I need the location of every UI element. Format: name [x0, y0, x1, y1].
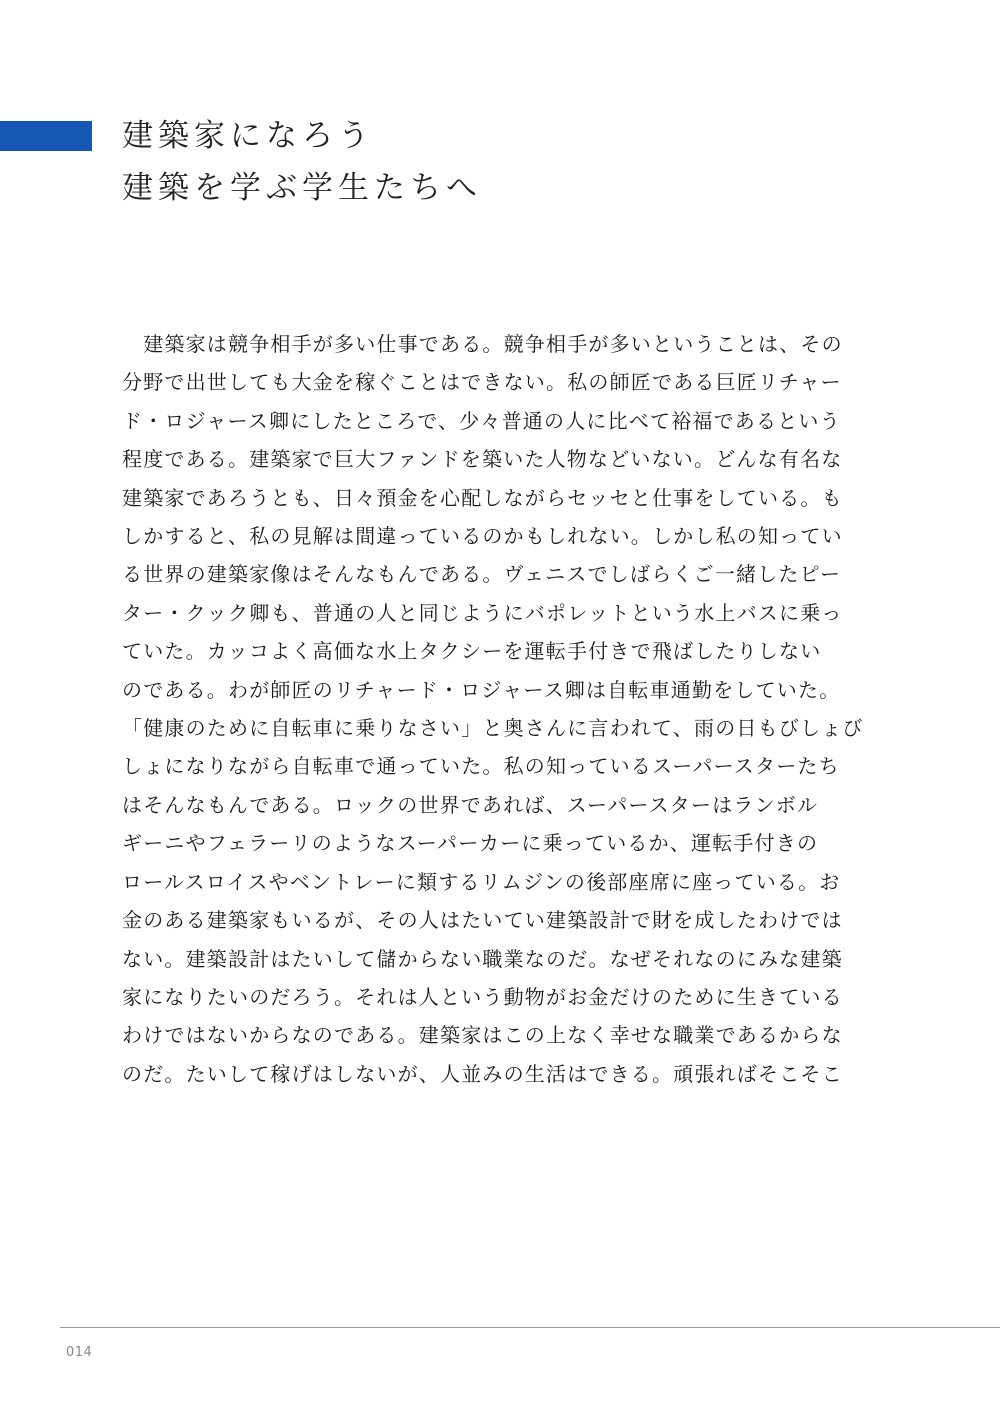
body-line: 家になりたいのだろう。それは人という動物がお金だけのために生きている: [122, 984, 843, 1009]
footer-divider: [60, 1327, 1000, 1328]
page-number: 014: [66, 1345, 93, 1360]
body-line: のだ。たいして稼げはしないが、人並みの生活はできる。頑張ればそこそこ: [122, 1061, 843, 1086]
chapter-title-line-2: 建築を学ぶ学生たちへ: [122, 170, 482, 206]
body-line: しょになりながら自転車で通っていた。私の知っているスーパースターたち: [122, 754, 840, 779]
body-line: 分野で出世しても大金を稼ぐことはできない。私の師匠である巨匠リチャー: [122, 370, 842, 395]
body-line: ていた。カッコよく高価な水上タクシーを運転手付きで飛ばしたりしない: [122, 639, 822, 664]
body-line: ギーニやフェラーリのようなスーパーカーに乗っているか、運転手付きの: [122, 831, 819, 856]
body-line: 「健康のために自転車に乗りなさい」と奥さんに言われて、雨の日もびしょび: [122, 716, 864, 741]
body-line: はそんなもんである。ロックの世界であれば、スーパースターはランボル: [122, 792, 819, 817]
body-line: ド・ロジャース卿にしたところで、少々普通の人に比べて裕福であるという: [122, 408, 841, 433]
body-line: ロールスロイスやベントレーに類するリムジンの後部座席に座っている。お: [122, 869, 841, 894]
body-line: 金のある建築家もいるが、その人はたいてい建築設計で財を成したわけでは: [122, 908, 843, 933]
section-accent-bar: [0, 121, 92, 151]
body-line: しかすると、私の見解は間違っているのかもしれない。しかし私の知ってい: [122, 524, 843, 549]
body-line: ない。建築設計はたいして儲からない職業なのだ。なぜそれなのにみな建築: [122, 946, 843, 971]
chapter-title-line-1: 建築家になろう: [122, 118, 374, 154]
chapter-title: [122, 110, 482, 214]
body-paragraph: [122, 325, 882, 1093]
body-line: ター・クック卿も、普通の人と同じようにバポレットという水上バスに乗っ: [122, 600, 843, 625]
body-line: 建築家であろうとも、日々預金を心配しながらセッセと仕事をしている。も: [122, 485, 843, 510]
body-line: 建築家は競争相手が多い仕事である。競争相手が多いということは、その: [122, 332, 843, 356]
body-line: わけではないからなのである。建築家はこの上なく幸せな職業であるからな: [122, 1023, 843, 1048]
body-line: る世界の建築家像はそんなもんである。ヴェニスでしばらくご一緒したピー: [122, 562, 842, 587]
body-line: 程度である。建築家で巨大ファンドを築いた人物などいない。どんな有名な: [122, 447, 843, 472]
body-line: のである。わが師匠のリチャード・ロジャース卿は自転車通勤をしていた。: [122, 677, 841, 702]
